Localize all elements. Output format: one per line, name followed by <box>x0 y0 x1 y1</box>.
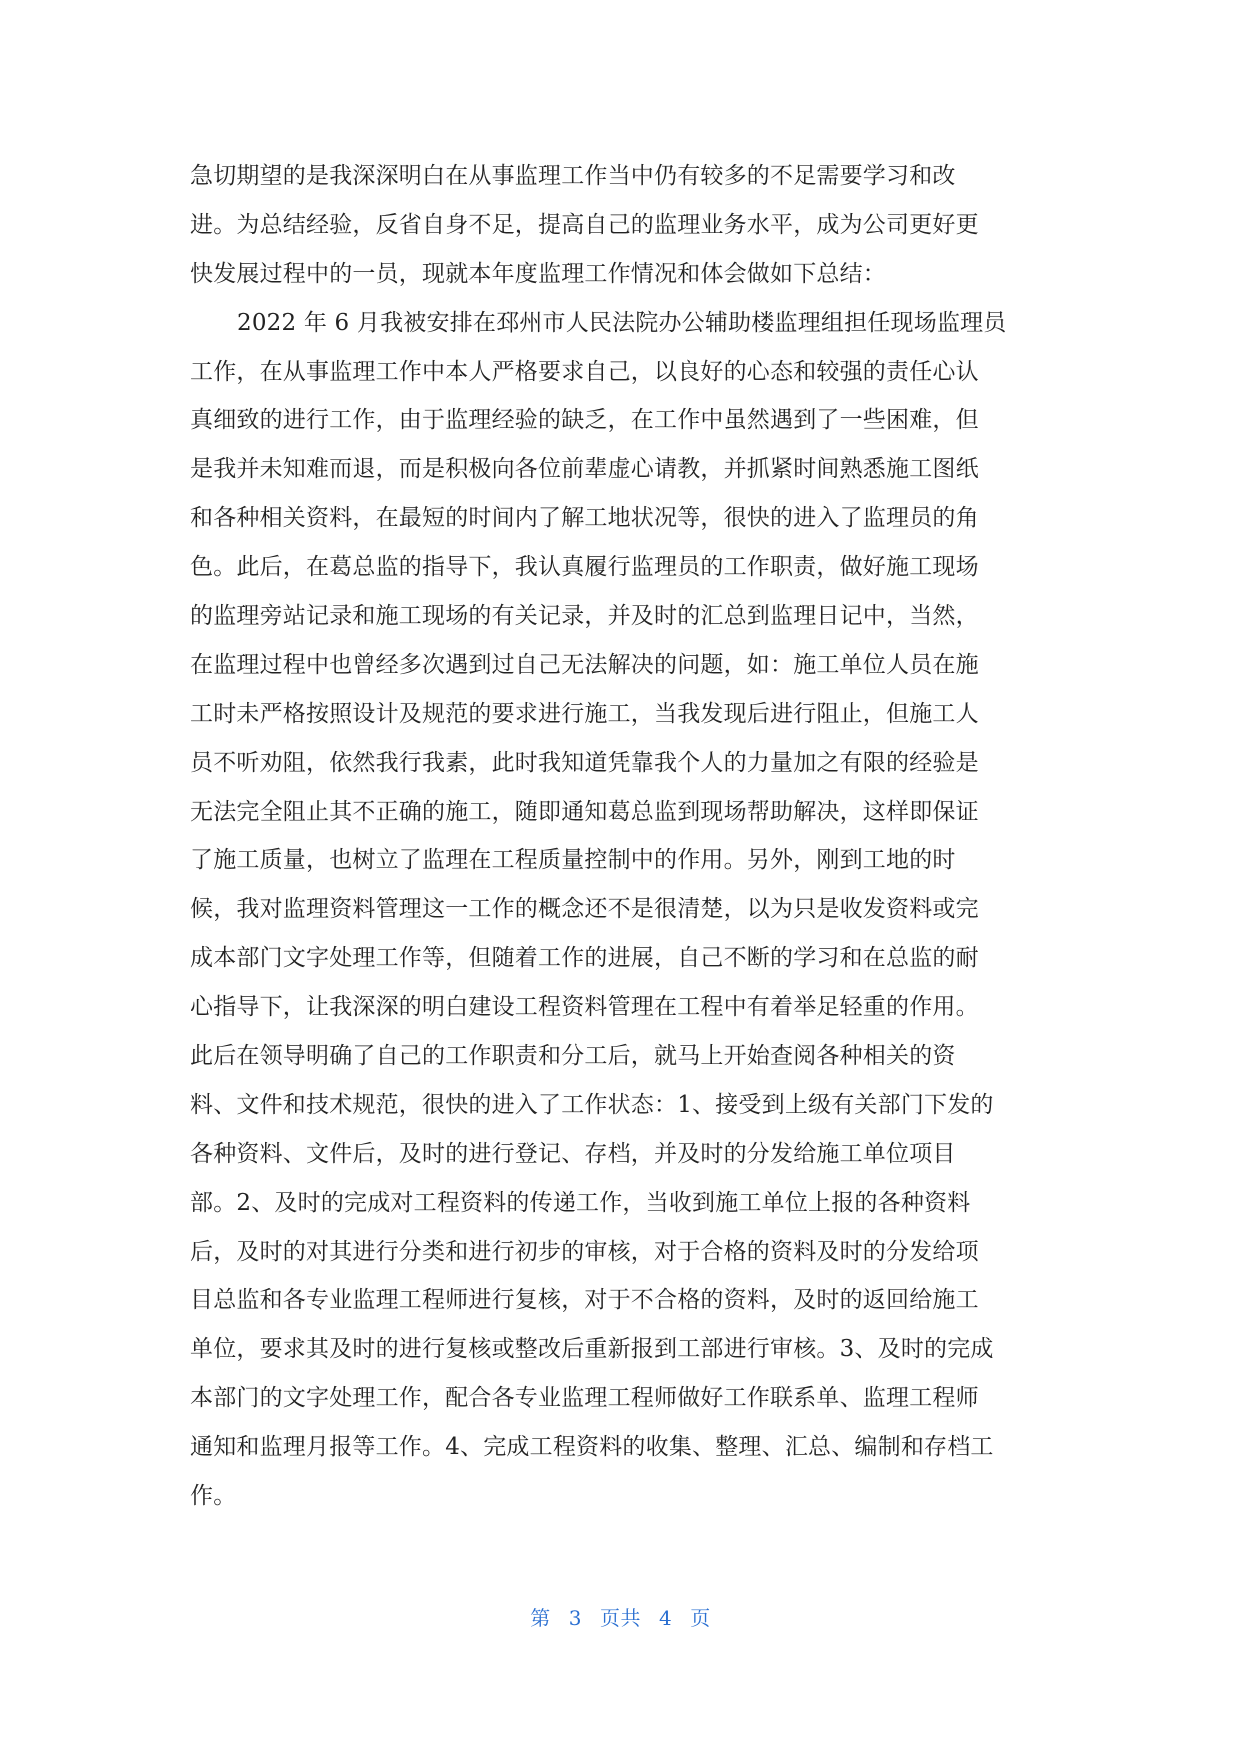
text-line: 各种资料、文件后，及时的进行登记、存档，并及时的分发给施工单位项目 <box>190 1140 956 1167</box>
body-text <box>190 152 1060 1521</box>
text-line: 成本部门文字处理工作等，但随着工作的进展，自己不断的学习和在总监的耐 <box>190 945 979 972</box>
text-line: 后，及时的对其进行分类和进行初步的审核，对于合格的资料及时的分发给项 <box>190 1238 979 1265</box>
text-line: 目总监和各专业监理工程师进行复核，对于不合格的资料，及时的返回给施工 <box>190 1287 979 1314</box>
text-line: 料、文件和技术规范，很快的进入了工作状态：1、接受到上级有关部门下发的 <box>190 1091 994 1118</box>
footer-prefix: 第 <box>530 1606 551 1630</box>
paragraph-start-line: 2022 年 6 月我被安排在邳州市人民法院办公辅助楼监理组担任现场监理员 <box>237 309 1007 336</box>
text-line: 心指导下，让我深深的明白建设工程资料管理在工程中有着举足轻重的作用。 <box>190 994 979 1021</box>
text-line: 急切期望的是我深深明白在从事监理工作当中仍有较多的不足需要学习和改 <box>190 163 956 189</box>
text-line: 真细致的进行工作，由于监理经验的缺乏，在工作中虽然遇到了一些困难，但 <box>190 407 979 434</box>
text-line: 无法完全阻止其不正确的施工，随即通知葛总监到现场帮助解决，这样即保证 <box>190 798 979 825</box>
text-line: 在监理过程中也曾经多次遇到过自己无法解决的问题，如：施工单位人员在施 <box>190 651 979 678</box>
text-line: 快发展过程中的一员，现就本年度监理工作情况和体会做如下总结： <box>190 260 886 287</box>
text-line: 的监理旁站记录和施工现场的有关记录，并及时的汇总到监理日记中，当然， <box>190 603 979 630</box>
text-line: 色。此后，在葛总监的指导下，我认真履行监理员的工作职责，做好施工现场 <box>190 554 979 581</box>
total-page-count: 4 <box>659 1606 673 1630</box>
text-line: 工时未严格按照设计及规范的要求进行施工，当我发现后进行阻止，但施工人 <box>190 700 979 727</box>
page-footer <box>0 1602 1241 1631</box>
text-line: 进。为总结经验，反省自身不足，提高自己的监理业务水平，成为公司更好更 <box>190 211 979 238</box>
text-line: 作。 <box>190 1483 237 1510</box>
text-line: 部。2、及时的完成对工程资料的传递工作，当收到施工单位上报的各种资料 <box>190 1189 971 1216</box>
current-page-number: 3 <box>568 1606 582 1630</box>
text-line: 候，我对监理资料管理这一工作的概念还不是很清楚，以为只是收发资料或完 <box>190 896 979 923</box>
footer-suffix: 页 <box>690 1606 711 1630</box>
text-line: 是我并未知难而退，而是积极向各位前辈虚心请教，并抓紧时间熟悉施工图纸 <box>190 456 979 483</box>
text-line: 此后在领导明确了自己的工作职责和分工后，就马上开始查阅各种相关的资 <box>190 1043 956 1070</box>
text-line: 通知和监理月报等工作。4、完成工程资料的收集、整理、汇总、编制和存档工 <box>190 1434 994 1461</box>
text-line: 工作，在从事监理工作中本人严格要求自己，以良好的心态和较强的责任心认 <box>190 358 979 385</box>
text-line: 了施工质量，也树立了监理在工程质量控制中的作用。另外，刚到工地的时 <box>190 847 956 874</box>
footer-middle: 页共 <box>600 1606 641 1630</box>
text-line: 单位，要求其及时的进行复核或整改后重新报到工部进行审核。3、及时的完成 <box>190 1336 994 1363</box>
text-line: 和各种相关资料，在最短的时间内了解工地状况等，很快的进入了监理员的角 <box>190 505 979 532</box>
text-line: 本部门的文字处理工作，配合各专业监理工程师做好工作联系单、监理工程师 <box>190 1385 979 1412</box>
text-line: 员不听劝阻，依然我行我素，此时我知道凭靠我个人的力量加之有限的经验是 <box>190 749 979 776</box>
